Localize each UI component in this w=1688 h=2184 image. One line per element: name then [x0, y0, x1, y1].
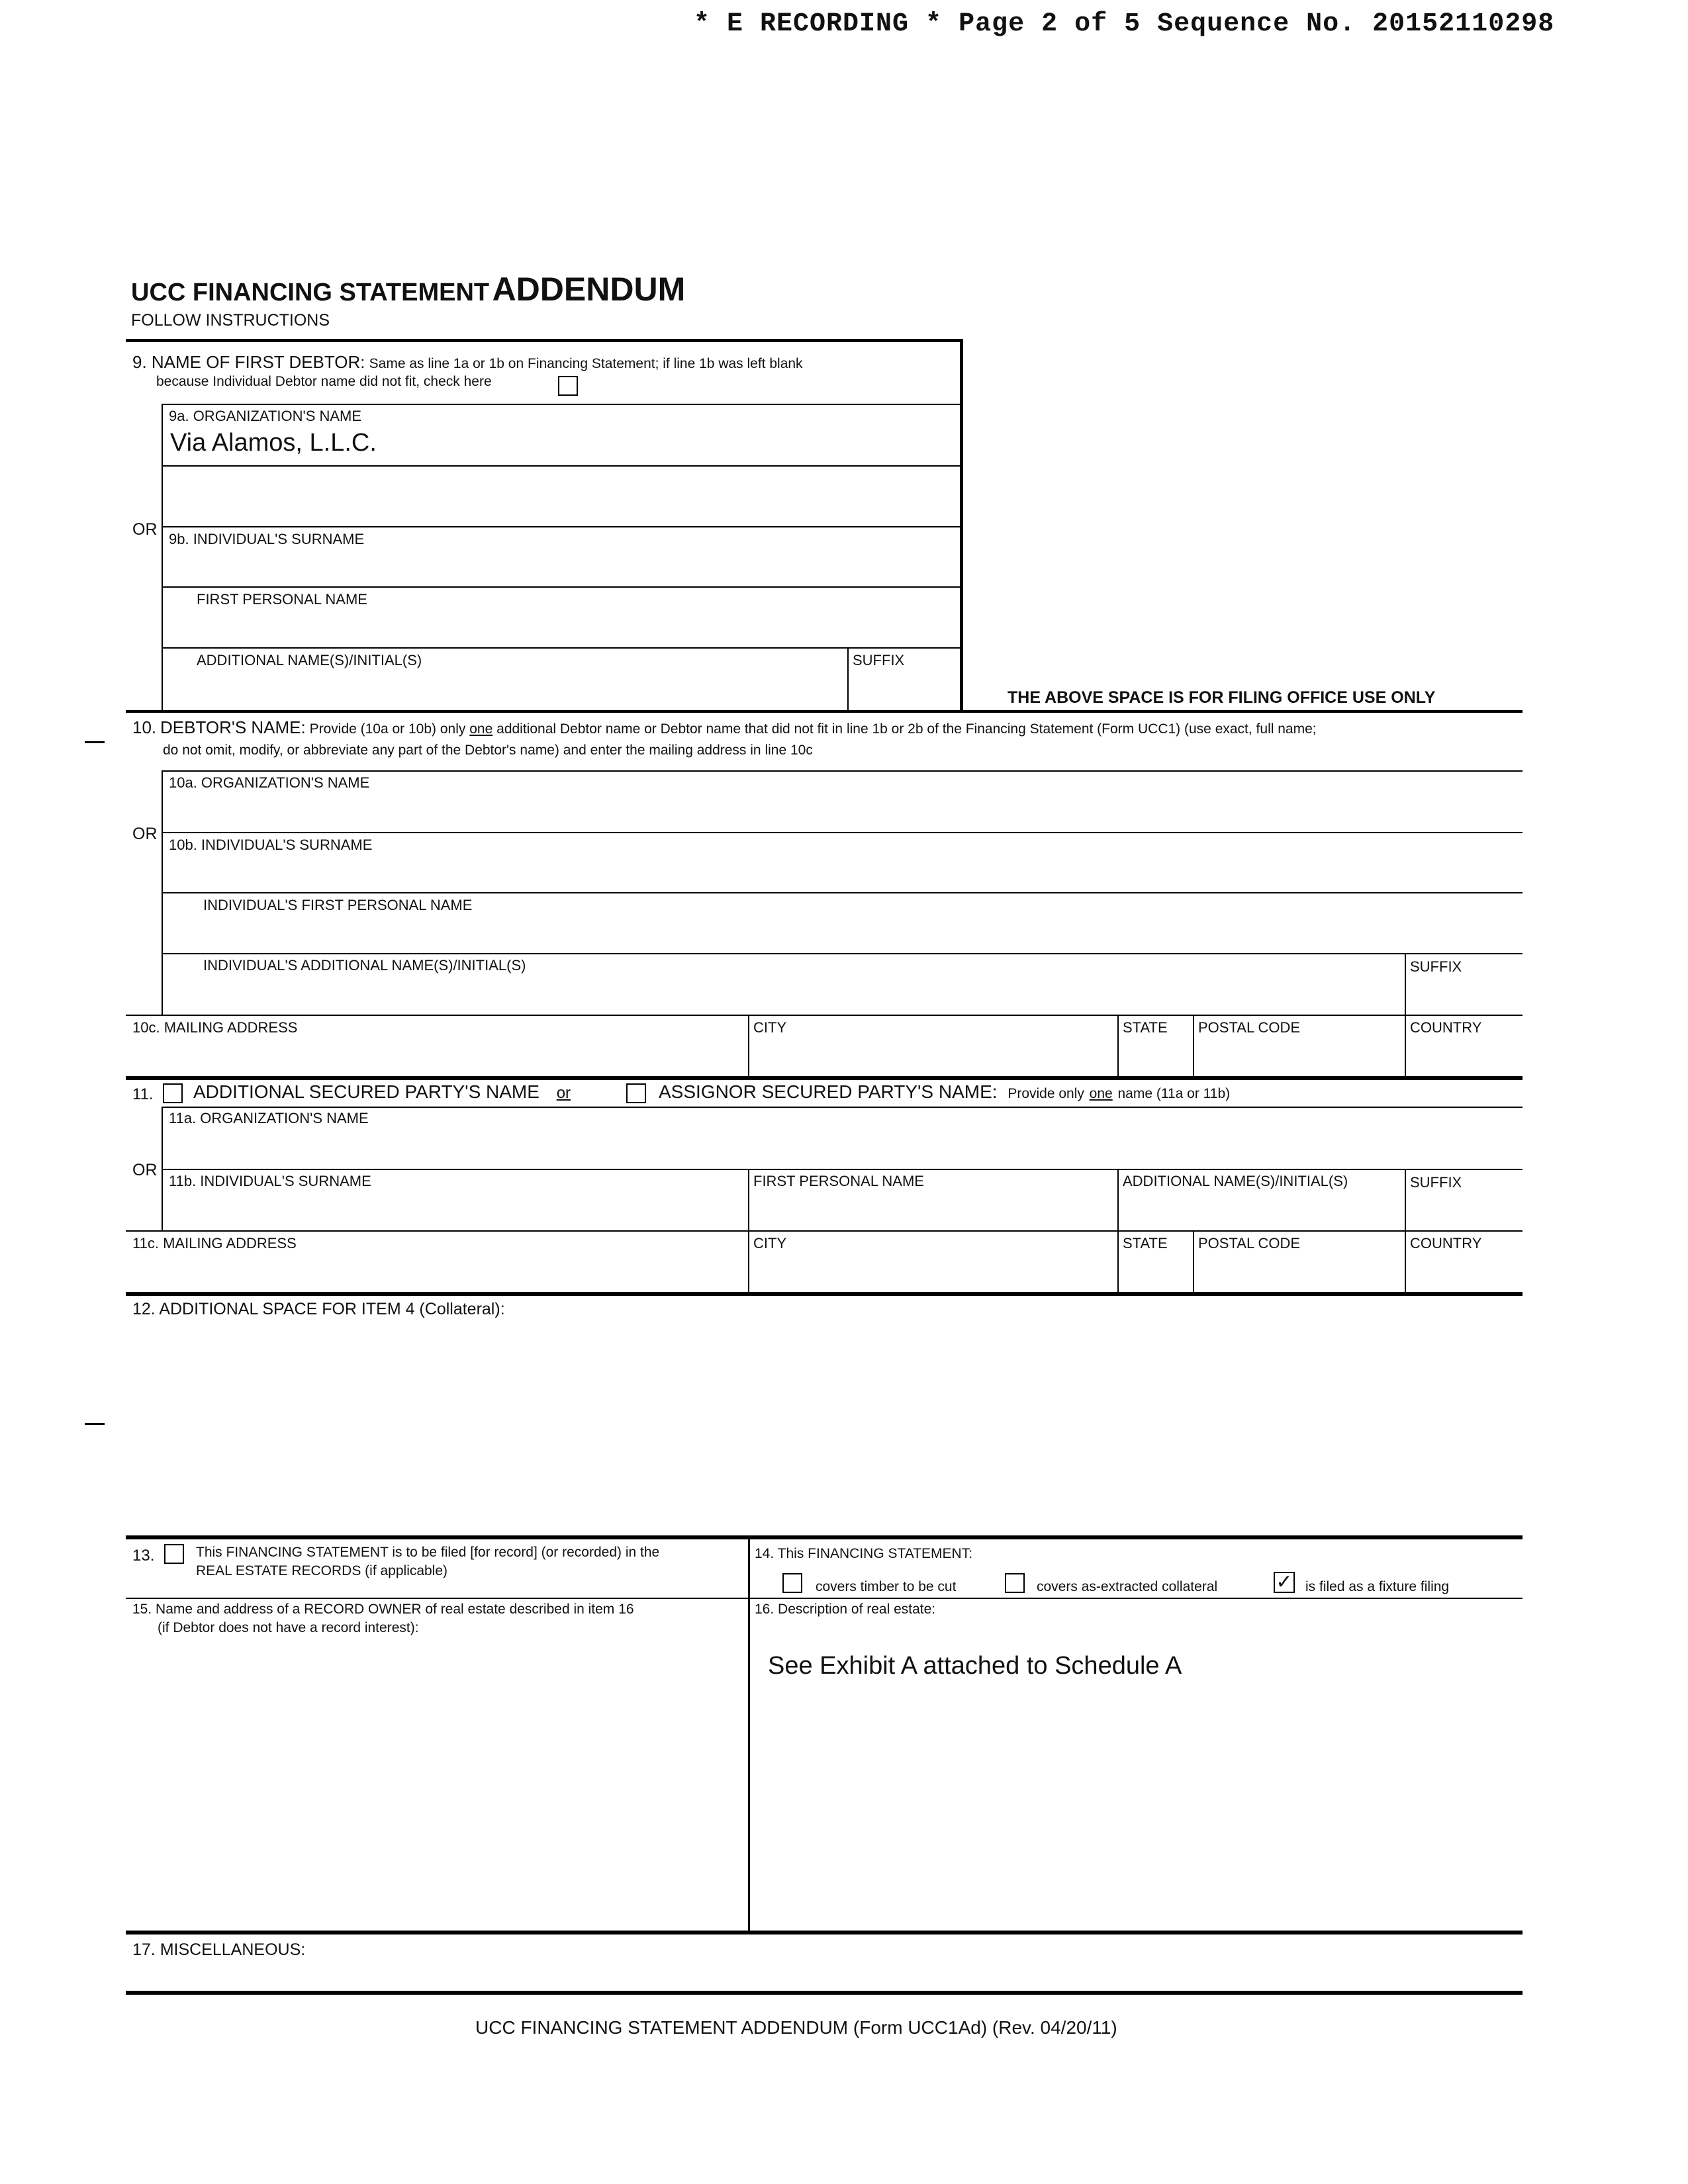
- item12-label: 12. ADDITIONAL SPACE FOR ITEM 4 (Collateral):: [132, 1300, 505, 1318]
- box10-top: [126, 710, 1523, 713]
- item11-assignor-text: ASSIGNOR SECURED PARTY'S NAME:: [659, 1081, 998, 1102]
- item11-or-word: or: [556, 1084, 571, 1102]
- box11-top: [126, 1076, 1523, 1080]
- row10-add-top: [162, 953, 1523, 954]
- item10-postal-divider: [1193, 1015, 1194, 1077]
- item9-checkbox[interactable]: [558, 376, 578, 396]
- item11-num: 11.: [132, 1085, 154, 1103]
- item11a-label: 11a. ORGANIZATION'S NAME: [169, 1110, 369, 1126]
- item10b-label: 10b. INDIVIDUAL'S SURNAME: [169, 837, 373, 853]
- item13-text2: REAL ESTATE RECORDS (if applicable): [196, 1563, 448, 1578]
- item10-state-label: STATE: [1123, 1019, 1168, 1036]
- item9-label-note: Same as line 1a or 1b on Financing Statement; if line 1b was left blank: [369, 356, 803, 371]
- box9-inner-left: [162, 404, 163, 710]
- row10c-top: [126, 1015, 1523, 1016]
- item9-suffix-label: SUFFIX: [853, 652, 905, 668]
- row11b-top: [162, 1169, 1523, 1170]
- item11-note-b: name (11a or 11b): [1117, 1086, 1231, 1101]
- row9b-top: [162, 526, 961, 527]
- box17-top: [126, 1931, 1523, 1934]
- item16-label: 16. Description of real estate:: [755, 1602, 936, 1617]
- item16-value: See Exhibit A attached to Schedule A: [768, 1652, 1182, 1680]
- item11-country-label: COUNTRY: [1410, 1235, 1482, 1251]
- row9-first-top: [162, 586, 961, 588]
- item15-label2: (if Debtor does not have a record interest):: [158, 1620, 419, 1635]
- item11-postal-label: POSTAL CODE: [1198, 1235, 1301, 1251]
- item13-checkbox[interactable]: [164, 1544, 184, 1564]
- item13-text1: This FINANCING STATEMENT is to be filed [for record] (or recorded) in the: [196, 1545, 660, 1560]
- item11-suffix-label: SUFFIX: [1410, 1174, 1462, 1191]
- footer-form-text: UCC FINANCING STATEMENT ADDENDUM (Form UCC1Ad) (Rev. 04/20/11): [475, 2017, 1117, 2038]
- item9-label-note2: because Individual Debtor name did not fit, check here: [156, 374, 492, 389]
- item11-first-label: FIRST PERSONAL NAME: [753, 1173, 924, 1189]
- form-title-prefix: UCC FINANCING STATEMENT: [131, 279, 490, 306]
- row10b-top: [162, 832, 1523, 833]
- item9-first-label: FIRST PERSONAL NAME: [197, 591, 367, 608]
- item10-first-label: INDIVIDUAL'S FIRST PERSONAL NAME: [203, 897, 473, 913]
- box15-top: [126, 1598, 1523, 1599]
- item10-or: OR: [132, 825, 158, 843]
- item10-label: [132, 717, 1317, 738]
- item14-extracted-label: covers as-extracted collateral: [1037, 1579, 1218, 1594]
- item10c-label: 10c. MAILING ADDRESS: [132, 1019, 298, 1036]
- item11-additional-checkbox[interactable]: [163, 1083, 183, 1103]
- item10-label-note-one: one: [469, 721, 493, 737]
- box12-top: [126, 1292, 1523, 1296]
- row9a-top: [162, 404, 961, 405]
- item11-additional-label: [193, 1081, 571, 1103]
- item10-country-label: COUNTRY: [1410, 1019, 1482, 1036]
- margin-mark-lower: [85, 1423, 105, 1425]
- recording-header: * E RECORDING * Page 2 of 5 Sequence No. 20152110298: [694, 9, 1555, 39]
- item17-label: 17. MISCELLANEOUS:: [132, 1940, 306, 1959]
- item10-city-divider: [748, 1015, 749, 1077]
- follow-instructions: FOLLOW INSTRUCTIONS: [131, 311, 330, 330]
- item11-city-label: CITY: [753, 1235, 787, 1251]
- item11-state-label: STATE: [1123, 1235, 1168, 1251]
- item10-additional-label: INDIVIDUAL'S ADDITIONAL NAME(S)/INITIAL(S): [203, 957, 526, 974]
- item10-label-note-a: Provide (10a or 10b) only: [309, 721, 466, 737]
- item10-label-main: DEBTOR'S NAME:: [160, 717, 306, 737]
- row11c-top: [126, 1230, 1523, 1232]
- item10-label-note-b: additional Debtor name or Debtor name that did not fit in line 1b or 2b of the Financing Statement (Form UCC1) (use exact, full name;: [496, 721, 1317, 737]
- box9-right: [960, 339, 963, 711]
- item15-label1: 15. Name and address of a RECORD OWNER of real estate described in item 16: [132, 1602, 634, 1617]
- form-title-suffix: ADDENDUM: [492, 271, 686, 308]
- item10-city-label: CITY: [753, 1019, 787, 1036]
- item10-label-num: 10.: [132, 717, 157, 737]
- item14-timber-checkbox[interactable]: [782, 1573, 802, 1593]
- item9-or: OR: [132, 520, 158, 539]
- box13-top: [126, 1535, 1523, 1539]
- form-title: [131, 270, 685, 308]
- item14-fixture-label: is filed as a fixture filing: [1305, 1579, 1450, 1594]
- item9-suffix-divider: [847, 647, 849, 710]
- margin-mark-upper: [85, 741, 105, 743]
- item11c-label: 11c. MAILING ADDRESS: [132, 1235, 297, 1251]
- item11-or: OR: [132, 1161, 158, 1179]
- item10-state-divider: [1117, 1015, 1119, 1077]
- item11b-label: 11b. INDIVIDUAL'S SURNAME: [169, 1173, 371, 1189]
- item11-assignor-label: [659, 1081, 1230, 1103]
- box17-bottom: [126, 1991, 1523, 1995]
- item11-note-a: Provide only: [1008, 1086, 1084, 1101]
- item11-additional-text: ADDITIONAL SECURED PARTY'S NAME: [193, 1081, 539, 1102]
- item10-postal-label: POSTAL CODE: [1198, 1019, 1301, 1036]
- item9a-value: Via Alamos, L.L.C.: [170, 429, 377, 457]
- row10a-top: [162, 770, 1523, 772]
- row9a-mid: [162, 465, 961, 467]
- item11-additional-name-label: ADDITIONAL NAME(S)/INITIAL(S): [1123, 1173, 1348, 1189]
- item14-fixture-checkbox[interactable]: ✓: [1274, 1572, 1295, 1593]
- item9b-label: 9b. INDIVIDUAL'S SURNAME: [169, 531, 365, 547]
- row10-first-top: [162, 892, 1523, 893]
- item9-additional-label: ADDITIONAL NAME(S)/INITIAL(S): [197, 652, 422, 668]
- item10a-label: 10a. ORGANIZATION'S NAME: [169, 774, 370, 791]
- item14-extracted-checkbox[interactable]: [1005, 1573, 1025, 1593]
- item14-label: 14. This FINANCING STATEMENT:: [755, 1546, 973, 1561]
- item14-timber-label: covers timber to be cut: [816, 1579, 957, 1594]
- item11-postal-divider: [1193, 1230, 1194, 1293]
- filing-office-note: THE ABOVE SPACE IS FOR FILING OFFICE USE ONLY: [1008, 688, 1436, 707]
- item10-label-note2: do not omit, modify, or abbreviate any part of the Debtor's name) and enter the mailing address in line 10c: [163, 743, 813, 758]
- item13-num: 13.: [132, 1547, 155, 1565]
- item9a-label: 9a. ORGANIZATION'S NAME: [169, 408, 362, 424]
- item11-note-one: one: [1089, 1086, 1113, 1101]
- item9-label: [132, 352, 803, 373]
- item9-label-main: 9. NAME OF FIRST DEBTOR:: [132, 352, 365, 372]
- item10-suffix-label: SUFFIX: [1410, 958, 1462, 975]
- item11-assignor-checkbox[interactable]: [626, 1083, 646, 1103]
- box9-top: [126, 339, 963, 342]
- row9-add-top: [162, 647, 961, 649]
- row11a-top: [162, 1107, 1523, 1108]
- col-divider-13-16: [748, 1535, 750, 1933]
